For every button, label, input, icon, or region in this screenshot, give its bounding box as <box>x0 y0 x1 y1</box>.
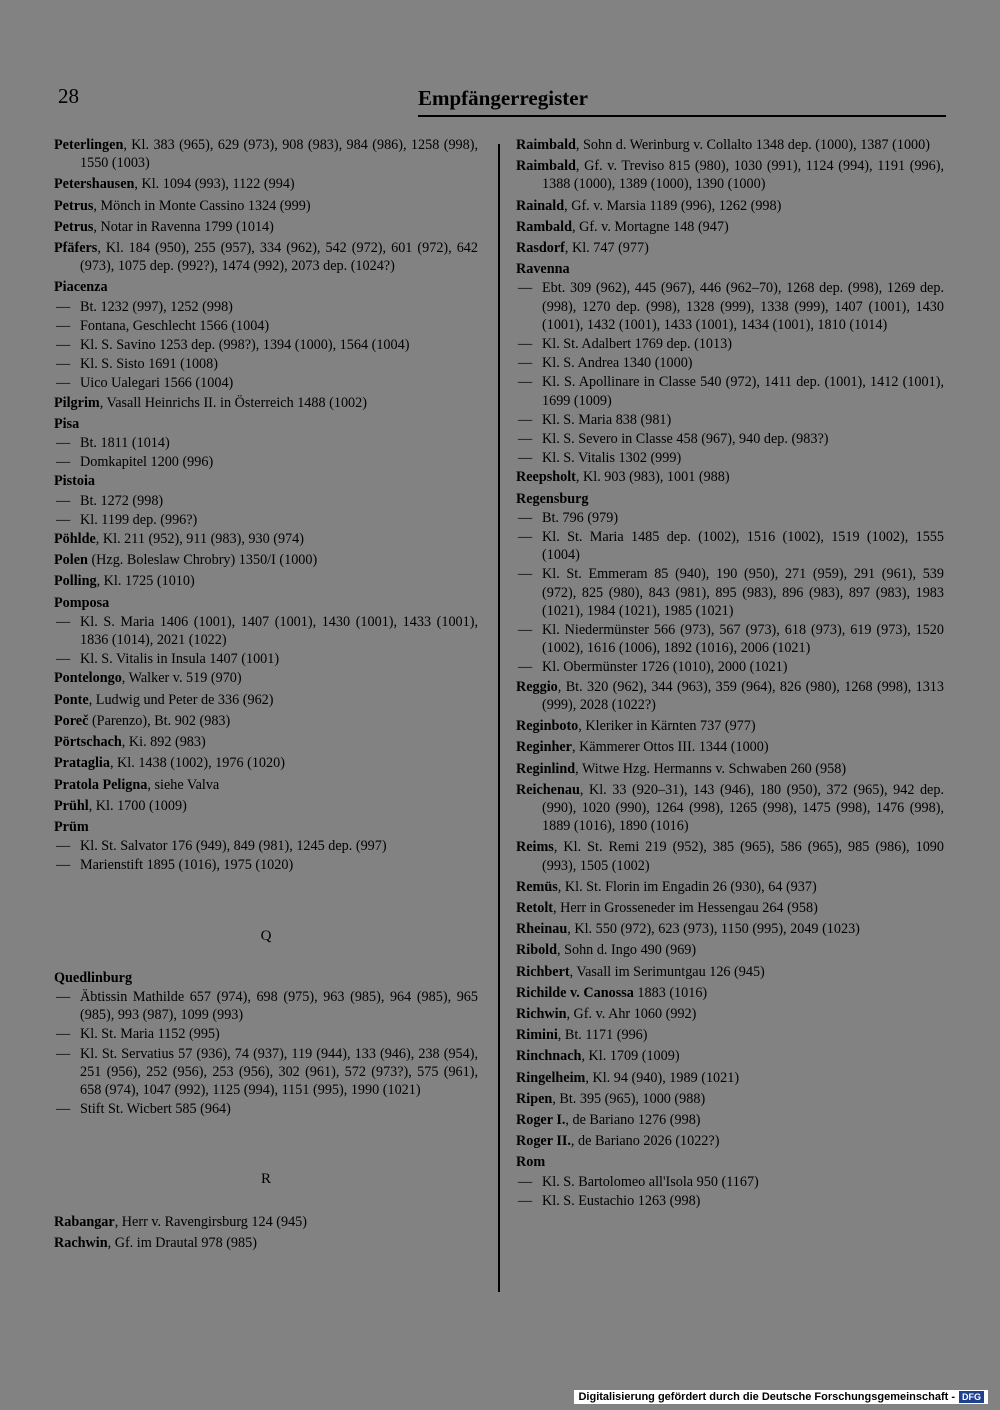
entry-text: , Kl. 747 (977) <box>564 240 649 257</box>
index-entry <box>516 218 944 236</box>
index-entry <box>516 963 944 981</box>
dash-marker: — <box>56 375 71 392</box>
entry-text: (Hzg. Boleslaw Chrobry) 1350/I (1000) <box>87 552 318 569</box>
index-entry <box>54 776 478 794</box>
index-heading: Pisa <box>54 415 80 432</box>
index-entry <box>516 717 944 735</box>
entry-text: , Kl. 211 (952), 911 (983), 930 (974) <box>95 531 304 548</box>
subentry-text: Kl. St. Emmeram 85 (940), 190 (950), 271 (959), 291 (961), 539 (972), 825 (980), 843 (981), 895 (983), 896 (983), 897 (983), 1983 (1021), 1984 (1021), 1985 (1021) <box>542 566 944 619</box>
subentry-text: Kl. Obermünster 1726 (1010), 2000 (1021) <box>542 659 788 676</box>
entry-head: Rheinau <box>516 921 568 938</box>
subentry-text: Äbtissin Mathilde 657 (974), 698 (975), 963 (985), 964 (985), 965 (985), 993 (987), 1099 (993) <box>80 988 478 1024</box>
dash-marker: — <box>518 566 533 583</box>
subentry-text: Kl. S. Apollinare in Classe 540 (972), 1411 dep. (1001), 1412 (1001), 1699 (1009) <box>542 374 944 409</box>
dash-marker: — <box>56 317 71 334</box>
entry-head: Polen <box>54 552 88 569</box>
dash-marker: — <box>518 450 533 467</box>
subentry-text: Bt. 796 (979) <box>542 509 619 526</box>
section-letter: R <box>260 1171 271 1188</box>
index-entry <box>54 691 478 709</box>
dash-marker: — <box>518 659 533 676</box>
index-heading: Rom <box>516 1154 546 1171</box>
entry-text: , Witwe Hzg. Hermanns v. Schwaben 260 (958) <box>575 760 847 777</box>
entry-head: Pfäfers <box>54 240 98 257</box>
index-heading: Piacenza <box>54 279 108 296</box>
left-column <box>54 136 478 1255</box>
entry-text: (Parenzo), Bt. 902 (983) <box>88 712 231 729</box>
entry-head: Rabangar <box>54 1213 115 1230</box>
subentry-text: Kl. S. Maria 1406 (1001), 1407 (1001), 1430 (1001), 1433 (1001), 1836 (1014), 2021 (1022) <box>80 613 478 649</box>
subentry-text: Kl. St. Maria 1485 dep. (1002), 1516 (1002), 1519 (1002), 1555 (1004) <box>542 529 944 564</box>
dash-marker: — <box>518 1192 533 1209</box>
entry-head: Reichenau <box>516 781 580 798</box>
index-subentry <box>54 1100 478 1118</box>
index-entry <box>54 175 478 193</box>
entry-text: , Kl. 184 (950), 255 (957), 334 (962), 542 (972), 601 (972), 642 (973), 1075 dep. (992?), 1474 (992), 2073 dep. (1024?) <box>80 240 478 275</box>
index-entry <box>516 1090 944 1108</box>
entry-head: Reginboto <box>516 718 579 735</box>
dash-marker: — <box>56 613 71 630</box>
dash-marker: — <box>56 435 71 452</box>
entry-text: , Kl. 550 (972), 623 (973), 1150 (995), 2049 (1023) <box>567 921 860 938</box>
entry-head: Retolt <box>516 899 554 916</box>
entry-text: , de Bariano 1276 (998) <box>565 1111 701 1128</box>
subentry-text: Kl. S. Vitalis in Insula 1407 (1001) <box>80 651 280 668</box>
subentry-text: Bt. 1272 (998) <box>80 492 164 509</box>
index-entry <box>516 1111 944 1129</box>
subentry-text: Kl. St. Salvator 176 (949), 849 (981), 1245 dep. (997) <box>80 838 387 855</box>
entry-head: Petrus <box>54 218 94 235</box>
index-subentry <box>54 374 478 392</box>
section-letter: Q <box>260 927 272 944</box>
entry-text: , Vasall Heinrichs II. in Österreich 1488 (1002) <box>99 394 367 411</box>
index-subentry <box>54 317 478 335</box>
index-subentry <box>54 492 478 510</box>
entry-text: , Walker v. 519 (970) <box>121 670 242 687</box>
subentry-text: Kl. St. Adalbert 1769 dep. (1013) <box>542 336 732 353</box>
page-number: 28 <box>58 84 79 108</box>
index-entry <box>516 738 944 756</box>
subentry-text: Kl. S. Andrea 1340 (1000) <box>542 355 693 372</box>
index-entry <box>516 838 944 874</box>
entry-head: Rainald <box>516 197 565 214</box>
entry-head: Reginlind <box>516 760 576 777</box>
entry-head: Pratola Peligna <box>54 776 148 793</box>
entry-head: Roger II. <box>516 1133 571 1150</box>
entry-text: , Gf. v. Ahr 1060 (992) <box>566 1005 697 1022</box>
index-subentry <box>516 1173 944 1191</box>
subentry-text: Kl. S. Sisto 1691 (1008) <box>80 356 218 373</box>
index-entry <box>516 941 944 959</box>
index-subentry <box>516 621 944 657</box>
index-entry <box>516 920 944 938</box>
entry-head: Richwin <box>516 1005 567 1022</box>
entry-head: Petershausen <box>54 176 135 193</box>
entry-text: , Sohn d. Werinburg v. Collalto 1348 dep. (1000), 1387 (1000) <box>575 137 930 153</box>
index-entry <box>54 754 478 772</box>
subentry-text: Kl. St. Servatius 57 (936), 74 (937), 119 (944), 133 (946), 238 (954), 251 (956), 252 (956), 253 (956), 302 (961), 572 (973?), 575 (961), 658 (974), 1047 (992), 1125 (994), 1151 (995), 1990 (1021) <box>80 1045 478 1098</box>
dash-marker: — <box>56 337 71 354</box>
entry-head: Prühl <box>54 797 89 814</box>
entry-head: Reginher <box>516 739 572 756</box>
entry-head: Pontelongo <box>54 670 122 687</box>
entry-head: Reepsholt <box>516 469 576 486</box>
index-entry <box>516 1069 944 1087</box>
index-heading: Pomposa <box>54 594 110 611</box>
entry-text: , Kl. 383 (965), 629 (973), 908 (983), 984 (986), 1258 (998), 1550 (1003) <box>80 137 478 172</box>
entry-text: , Kl. 1709 (1009) <box>581 1048 680 1065</box>
entry-text: , Kl. 1700 (1009) <box>88 797 187 814</box>
subentry-text: Uico Ualegari 1566 (1004) <box>80 375 234 392</box>
index-subentry <box>516 430 944 448</box>
index-entry <box>54 1234 478 1252</box>
index-subentry <box>516 411 944 429</box>
entry-text: , Ludwig und Peter de 336 (962) <box>88 691 274 708</box>
subentry-text: Bt. 1232 (997), 1252 (998) <box>80 298 233 315</box>
index-heading: Quedlinburg <box>54 969 133 986</box>
entry-text: , Kl. St. Florin im Engadin 26 (930), 64 (937) <box>557 878 817 895</box>
entry-head: Prataglia <box>54 755 110 772</box>
entry-head: Rimini <box>516 1027 558 1044</box>
subentry-text: Kl. S. Vitalis 1302 (999) <box>542 450 682 467</box>
index-subentry <box>54 988 478 1024</box>
entry-head: Poreč <box>54 712 89 729</box>
footer-credit <box>574 1390 988 1404</box>
entry-text: , Kl. 33 (920–31), 143 (946), 180 (950), 372 (965), 942 dep. (990), 1020 (990), 1264 (998), 1265 (998), 1475 (998), 1476 (998), 1889 (1016), 1890 (1016) <box>542 781 944 835</box>
index-entry <box>516 1005 944 1023</box>
dash-marker: — <box>56 492 71 509</box>
index-entry <box>516 878 944 896</box>
index-entry <box>54 797 478 815</box>
index-entry <box>54 551 478 569</box>
entry-head: Rasdorf <box>516 240 565 257</box>
entry-text: , Gf. v. Treviso 815 (980), 1030 (991), 1124 (994), 1191 (996), 1388 (1000), 1389 (1000), 1390 (1000) <box>542 158 944 193</box>
subentry-text: Kl. St. Maria 1152 (995) <box>80 1026 220 1043</box>
dash-marker: — <box>518 355 533 372</box>
entry-head: Ribold <box>516 942 558 959</box>
entry-head: Reims <box>516 839 554 856</box>
index-entry <box>516 197 944 215</box>
index-entry <box>516 984 944 1002</box>
index-entry <box>516 239 944 257</box>
index-entry <box>516 157 944 193</box>
entry-head: Ripen <box>516 1090 553 1107</box>
dash-marker: — <box>56 1101 71 1118</box>
index-entry <box>54 572 478 590</box>
entry-text: , Ki. 892 (983) <box>121 734 206 751</box>
entry-text: , Bt. 1171 (996) <box>557 1027 648 1044</box>
index-subentry <box>516 509 944 527</box>
subentry-text: Kl. S. Maria 838 (981) <box>542 411 672 428</box>
entry-head: Peterlingen <box>54 137 124 153</box>
index-subentry <box>516 449 944 467</box>
entry-text: , Bt. 320 (962), 344 (963), 359 (964), 826 (980), 1268 (998), 1313 (999), 2028 (1022?) <box>542 678 944 713</box>
index-entry <box>516 781 944 836</box>
index-subentry <box>516 565 944 620</box>
subentry-text: Kl. S. Eustachio 1263 (998) <box>542 1192 701 1209</box>
index-subentry <box>54 856 478 874</box>
index-subentry <box>516 354 944 372</box>
dash-marker: — <box>56 651 71 668</box>
index-subentry <box>54 336 478 354</box>
dash-marker: — <box>518 374 533 391</box>
index-subentry <box>54 1045 478 1100</box>
index-entry <box>516 1047 944 1065</box>
page-header <box>58 84 946 114</box>
entry-text: , Notar in Ravenna 1799 (1014) <box>93 218 274 235</box>
index-subentry <box>54 453 478 471</box>
dash-marker: — <box>518 509 533 526</box>
entry-text: , siehe Valva <box>147 776 220 793</box>
dash-marker: — <box>56 988 71 1005</box>
entry-text: , Herr in Grosseneder im Hessengau 264 (958) <box>553 899 818 916</box>
index-subentry <box>516 1192 944 1210</box>
dash-marker: — <box>56 857 71 874</box>
subentry-text: Kl. S. Savino 1253 dep. (998?), 1394 (1000), 1564 (1004) <box>80 337 410 354</box>
entry-text: , Kleriker in Kärnten 737 (977) <box>578 718 756 735</box>
entry-head: Richbert <box>516 963 570 980</box>
entry-text: , Herr v. Ravengirsburg 124 (945) <box>114 1213 307 1230</box>
dash-marker: — <box>56 454 71 471</box>
entry-text: , Bt. 395 (965), 1000 (988) <box>552 1090 706 1107</box>
footer-text: Digitalisierung gefördert durch die Deutsche Forschungsgemeinschaft - <box>578 1391 955 1403</box>
index-entry <box>516 136 944 154</box>
index-subentry <box>516 335 944 353</box>
entry-head: Remüs <box>516 878 558 895</box>
subentry-text: Domkapitel 1200 (996) <box>80 454 214 471</box>
dash-marker: — <box>518 411 533 428</box>
index-subentry <box>516 658 944 676</box>
dash-marker: — <box>56 511 71 528</box>
subentry-text: Kl. S. Bartolomeo all'Isola 950 (1167) <box>542 1173 759 1190</box>
dash-marker: — <box>518 431 533 448</box>
index-subentry <box>54 434 478 452</box>
entry-head: Pöhlde <box>54 531 96 548</box>
subentry-text: Kl. 1199 dep. (996?) <box>80 511 198 528</box>
dash-marker: — <box>56 838 71 855</box>
entry-head: Rinchnach <box>516 1048 582 1065</box>
entry-head: Petrus <box>54 197 94 214</box>
index-entry <box>54 197 478 215</box>
index-subentry <box>516 528 944 564</box>
index-heading: Pistoia <box>54 473 95 490</box>
entry-text: , Kl. 94 (940), 1989 (1021) <box>585 1069 740 1086</box>
column-divider <box>498 144 500 1292</box>
entry-head: Rambald <box>516 218 572 235</box>
entry-text: 1883 (1016) <box>633 984 708 1001</box>
entry-text: , Kl. 903 (983), 1001 (988) <box>575 469 730 486</box>
index-entry <box>54 669 478 687</box>
index-subentry <box>516 279 944 334</box>
entry-text: , Gf. v. Mortagne 148 (947) <box>571 218 729 235</box>
dash-marker: — <box>518 280 533 297</box>
index-subentry <box>54 837 478 855</box>
index-entry <box>516 1132 944 1150</box>
entry-text: , Sohn d. Ingo 490 (969) <box>557 942 697 959</box>
index-entry <box>54 530 478 548</box>
entry-text: , Vasall im Serimuntgau 126 (945) <box>569 963 765 980</box>
dash-marker: — <box>518 529 533 546</box>
index-entry <box>54 218 478 236</box>
index-subentry <box>54 298 478 316</box>
entry-text: , Gf. v. Marsia 1189 (996), 1262 (998) <box>564 197 782 214</box>
entry-head: Pilgrim <box>54 394 100 411</box>
entry-head: Polling <box>54 573 97 590</box>
index-entry <box>516 760 944 778</box>
entry-text: , Kl. 1094 (993), 1122 (994) <box>134 176 295 193</box>
index-entry <box>54 394 478 412</box>
entry-text: , Mönch in Monte Cassino 1324 (999) <box>93 197 311 214</box>
subentry-text: Kl. Niedermünster 566 (973), 567 (973), 618 (973), 619 (973), 1520 (1002), 1616 (1006), 1892 (1016), 2006 (1021) <box>542 622 944 657</box>
entry-head: Roger I. <box>516 1111 566 1128</box>
subentry-text: Bt. 1811 (1014) <box>80 435 170 452</box>
index-entry <box>54 712 478 730</box>
index-entry <box>54 733 478 751</box>
entry-head: Ponte <box>54 691 89 708</box>
index-heading: Regensburg <box>516 490 589 507</box>
index-subentry <box>516 373 944 409</box>
entry-text: , Kl. 1725 (1010) <box>96 573 195 590</box>
dash-marker: — <box>56 1026 71 1043</box>
entry-head: Richilde v. Canossa <box>516 984 634 1001</box>
entry-text: , Kämmerer Ottos III. 1344 (1000) <box>571 739 769 756</box>
dash-marker: — <box>518 336 533 353</box>
entry-text: , de Bariano 2026 (1022?) <box>570 1133 720 1150</box>
dfg-logo: DFG <box>959 1391 984 1403</box>
dash-marker: — <box>518 1173 533 1190</box>
entry-head: Raimbald <box>516 158 576 175</box>
entry-head: Rachwin <box>54 1234 108 1251</box>
index-entry <box>516 899 944 917</box>
entry-head: Pörtschach <box>54 734 122 751</box>
entry-head: Reggio <box>516 678 558 695</box>
index-subentry <box>54 650 478 668</box>
index-subentry <box>54 613 478 649</box>
entry-head: Raimbald <box>516 137 576 153</box>
index-entry <box>54 136 478 172</box>
page-title: Empfängerregister <box>418 86 588 110</box>
dash-marker: — <box>518 622 533 639</box>
index-heading: Ravenna <box>516 261 570 278</box>
subentry-text: Marienstift 1895 (1016), 1975 (1020) <box>80 857 294 874</box>
index-heading: Prüm <box>54 818 89 835</box>
index-subentry <box>54 355 478 373</box>
entry-text: , Kl. St. Remi 219 (952), 385 (965), 586 (965), 985 (986), 1090 (993), 1505 (1002) <box>542 839 944 874</box>
entry-head: Ringelheim <box>516 1069 586 1086</box>
index-subentry <box>54 1025 478 1043</box>
index-subentry <box>54 511 478 529</box>
dash-marker: — <box>56 356 71 373</box>
subentry-text: Ebt. 309 (962), 445 (967), 446 (962–70), 1268 dep. (998), 1269 dep. (998), 1270 dep. (998), 1328 (999), 1338 (999), 1407 (1001), 1430 (1001), 1432 (1001), 1433 (1001), 1434 (1001), 1810 (1014) <box>542 280 944 333</box>
header-rule <box>418 115 946 117</box>
subentry-text: Stift St. Wicbert 585 (964) <box>80 1101 231 1118</box>
index-entry <box>54 239 478 275</box>
index-entry <box>516 1026 944 1044</box>
entry-text: , Kl. 1438 (1002), 1976 (1020) <box>109 755 285 772</box>
subentry-text: Fontana, Geschlecht 1566 (1004) <box>80 317 270 334</box>
dash-marker: — <box>56 298 71 315</box>
subentry-text: Kl. S. Severo in Classe 458 (967), 940 dep. (983?) <box>542 431 829 448</box>
index-entry <box>516 678 944 714</box>
entry-text: , Gf. im Drautal 978 (985) <box>107 1234 257 1251</box>
index-entry <box>54 1213 478 1231</box>
dash-marker: — <box>56 1045 71 1062</box>
right-column <box>516 136 944 1211</box>
index-entry <box>516 468 944 486</box>
